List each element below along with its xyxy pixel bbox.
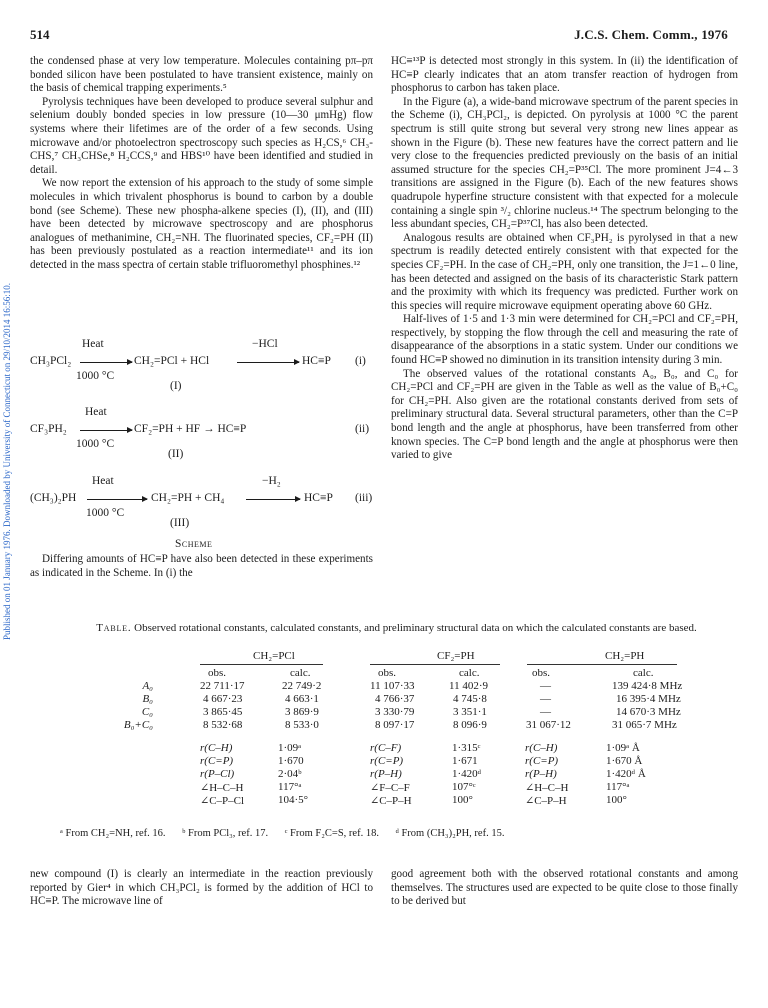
page-number: 514 [30,27,50,42]
table-struct-value: 117°ᵃ [278,781,302,793]
table-cell: 22 711·17 [200,680,245,692]
table-cell: 4 667·23 [203,693,243,705]
scheme-i-reactant: CH₃PCl₂ [30,355,72,367]
journal-header: J.C.S. Chem. Comm., 1976 [574,27,728,42]
table-struct-param: r(C–F) [370,742,402,754]
table-group-cf2ph: CF₂=PH [437,650,475,662]
left-paragraph-1: the condensed phase at very low temperature. Molecules containing pπ–pπ bonded silicon have been postulated to have transient existence, mainly on the basis of chemical trapping experiments.⁵ [30,55,373,95]
table-struct-value: 100° [606,794,627,806]
scheme-ii-arrow [80,430,132,431]
table-cell: 3 865·45 [203,706,243,718]
table-cell: 31 067·12 [526,719,571,731]
table-struct-value: 104·5° [278,794,309,806]
table-cell: — [540,680,551,692]
table-struct-value: 1·09ᵃ [278,742,302,754]
table-cell: — [540,706,551,718]
table-row-label: A₀ [142,680,153,692]
table-cell: 4 663·1 [285,693,319,705]
bottom-left-paragraph: new compound (I) is clearly an intermediate in the reaction previously reported by Gier⁴ in which CH₃PCl₂ is formed by the addition of HCl to HC≡P. The microwave line of [30,868,373,908]
table-cell: — [540,693,551,705]
scheme-i-hcl-loss: −HCl [252,338,278,350]
table-cell: 139 424·8 MHz [612,680,683,692]
scheme-i-heat: Heat [82,338,104,350]
scheme-iii-arrow [87,499,147,500]
table-struct-value: 1·420ᵈ Å [606,768,646,780]
table-cell: 4 745·8 [453,693,487,705]
left-paragraph-3: We now report the extension of his approach to the study of some simple molecules in which trivalent phosphorus is bound to carbon by a double bond (see Scheme). These new phospha-alkene species (I), (II), and (III) have been detected by microwave spectroscopy and are phosphorus analogues of methanimine, CH₂=NH. The fluorinated species, CF₂=PH (II) has been previously postulated as a reaction intermediate¹¹ and its ion detected in the mass spectra of certain stable trifluoromethyl phosphines.¹² [30,177,373,271]
scheme-i-arrow [80,362,132,363]
table-cell: 22 749·2 [282,680,322,692]
scheme-i-label: (I) [170,380,182,392]
table-struct-param: ∠H–C–H [525,782,569,794]
table-struct-param: r(C=P) [370,755,404,767]
left-paragraph-4 [30,553,373,580]
table-subheader: calc. [633,667,654,679]
table-struct-value: 1·09ᵃ Å [606,742,640,754]
table-struct-param: r(C=P) [525,755,559,767]
table-struct-value: 1·671 [452,755,478,767]
scheme-ii-temp: 1000 °C [76,438,115,450]
table-footnote: ᶜ From F₂C=S, ref. 18. [284,828,379,839]
table-struct-param: r(P–Cl) [200,768,235,780]
right-paragraph-5: The observed values of the rotational constants A₀, B₀, and C₀ for CH₂=PCl and CF₂=PH are given in the Table as well as the value of B₀+C₀ for CH₂=PH. Also given are the rotational constants derived from sets of preliminary structural data. Several structural parameters, other than the C=P bond length and the angle at phosphorus, have been transferred from other known species. The C=P bond length and the angle at phosphorus were then varied to give [391,367,738,462]
scheme-ii-heat: Heat [85,406,107,418]
table-struct-param: ∠F–C–F [370,782,410,794]
scheme-i-temp: 1000 °C [76,370,115,382]
left-bottom-text: Differing amounts of HC≡P have also been detected in these experiments as indicated in the Scheme. In (i) the [30,553,373,579]
table-caption-text: Observed rotational constants, calculated constants, and preliminary structural data on which the calculated constants are based. [134,622,697,634]
scheme-iii-reactant: (CH₃)₂PH [30,492,77,504]
table-struct-param: r(P–H) [370,768,402,780]
table-struct-param: ∠C–P–H [525,795,567,807]
scheme-i-products: CH₂=PCl + HCl [134,355,210,367]
table-struct-value: 117°ᵃ [606,781,630,793]
scheme-caption: Scheme [175,538,213,550]
scheme-i-final: HC≡P [302,355,331,367]
scheme-ii-label: (II) [168,448,184,460]
scheme-iii-final: HC≡P [304,492,333,504]
table-group-rule [527,664,677,665]
left-paragraph-2: Pyrolysis techniques have been developed to produce several sulphur and selenium doubly bonded species in low pressure (10—30 μmHg) flow systems where their lifetimes are of the order of a few seconds. Using microwave and/or photoelectron spectroscopy such species as H₂CS,⁶ CH₃-CHS,⁷ CH₃CHSe,⁸ H₂CCS,⁹ and HBS¹⁰ have been identified and studied in detail. [30,95,373,176]
scheme-iii-number: (iii) [355,492,373,504]
table-struct-param: r(C–H) [525,742,558,754]
table-caption [55,622,738,635]
table-row-label: C₀ [141,706,153,718]
table-cell: 3 330·79 [375,706,415,718]
table-struct-value: 1·315ᶜ [452,742,481,754]
scheme-i-number: (i) [355,355,366,367]
table-footnote: ᵇ From PCl₃, ref. 17. [182,828,269,839]
table-subheader: obs. [378,667,397,679]
table-struct-param: r(C=P) [200,755,234,767]
table-cell: 3 351·1 [453,706,487,718]
table-struct-value: 1·670 Å [606,755,643,767]
table-footnotes [60,828,518,839]
table-struct-value: 1·670 [278,755,304,767]
table-struct-param: ∠C–P–H [370,795,412,807]
scheme-iii-h2-loss: −H₂ [262,475,281,487]
table-cell: 14 670·3 MHz [616,706,681,718]
bottom-right-paragraph: good agreement both with the observed rotational constants and among themselves. The structures used are expected to be quite close to those finally to be derived but [391,868,738,908]
table-footnote: ᵃ From CH₂=NH, ref. 16. [60,828,166,839]
right-paragraph-2: In the Figure (a), a wide-band microwave spectrum of the parent species in the Scheme (i), CH₃PCl₂, is depicted. On pyrolysis at 1000 °C the parent spectrum is still quite strong but several very strong new lines appear as shown in the Figure (b). These new features have the correct pattern and lie very close to the frequencies predicted previously on the basis of an initial assumed structure for the species CH₂=P³⁵Cl. The more prominent J=4←3 transitions are assigned in the Figure (b). Each of the new features shows quadrupole hyperfine structure consistent with that expected for a molecule containing a single spin ³/₂ chlorine nucleus.¹⁴ The spectrum belonging to the less abundant species, CH₂=P³⁷Cl, has also been detected. [391,95,738,231]
table-cell: 8 533·0 [285,719,319,731]
table-group-rule [370,664,500,665]
table-subheader: obs. [532,667,551,679]
scheme-iii-temp: 1000 °C [86,507,125,519]
table-struct-param: ∠C–P–Cl [200,795,245,807]
scheme-i-arrow-2 [237,362,299,363]
scheme-ii-number: (ii) [355,423,370,435]
table-group-ch2ph: CH₂=PH [605,650,645,662]
scheme-ii-products: CF₂=PH + HF → HC≡P [134,423,247,435]
table-row-label: B₀+C₀ [123,719,153,731]
scheme-iii-products: CH₂=PH + CH₄ [151,492,225,504]
right-column [391,55,738,463]
table-row-label: B₀ [142,693,153,705]
table-struct-param: ∠H–C–H [200,782,244,794]
scheme-iii-arrow-2 [246,499,300,500]
table-struct-param: r(C–H) [200,742,233,754]
scheme-ii-reactant: CF₃PH₂ [30,423,67,435]
scheme-iii-label: (III) [170,517,190,529]
table-cell: 3 869·9 [285,706,319,718]
table-group-rule [200,664,323,665]
table-cell: 8 097·17 [375,719,415,731]
right-paragraph-4: Half-lives of 1·5 and 1·3 min were determined for CH₂=PCl and CF₂=PH, respectively, by stopping the flow through the cell and measuring the rate of disappearance of the absorptions in a static system. Under our conditions we found HC≡P showed no diminution in its transition intensity during 3 min. [391,313,738,367]
table-subheader: obs. [208,667,227,679]
table-cell: 8 096·9 [453,719,487,731]
right-paragraph-1: HC≡¹³P is detected most strongly in this system. In (ii) the identification of HC≡P clearly indicates that an atom transfer reaction of hydrogen from phosphorus to carbon has taken place. [391,55,738,95]
left-column [30,55,373,273]
table-cell: 11 402·9 [449,680,489,692]
table-subheader: calc. [459,667,480,679]
table-cell: 16 395·4 MHz [616,693,681,705]
rotational-constants-table [0,650,768,830]
table-struct-value: 1·420ᵈ [452,768,482,780]
table-label: Table. [96,622,132,634]
table-cell: 8 532·68 [203,719,243,731]
table-group-ch2pcl: CH₂=PCl [253,650,295,662]
table-cell: 4 766·37 [375,693,415,705]
table-struct-value: 100° [452,794,473,806]
scheme-iii-heat: Heat [92,475,114,487]
table-subheader: calc. [290,667,311,679]
table-struct-param: r(P–H) [525,768,557,780]
right-paragraph-3: Analogous results are obtained when CF₃PH₂ is pyrolysed in that a new spectrum is readily detected entirely consistent with that expected for the species CF₂=PH. In the case of CH₂=PH, only one transition, the J=1←0 line, has been detected and assigned on the basis of its characteristic Stark pattern and the proximity with which its frequency was predicted. Further work on this species will require microwave equipment operating above 60 GHz. [391,231,738,312]
table-cell: 11 107·33 [370,680,415,692]
table-struct-value: 2·04ᵇ [278,768,302,780]
table-struct-value: 107°ᶜ [452,781,476,793]
table-cell: 31 065·7 MHz [612,719,677,731]
table-footnote: ᵈ From (CH₃)₂PH, ref. 15. [395,828,505,839]
reaction-scheme [30,338,373,553]
publication-sidebar[interactable]: Published on 01 January 1976. Downloaded by University of Connecticut on 29/10/2014 16:56:10. [2,283,12,640]
